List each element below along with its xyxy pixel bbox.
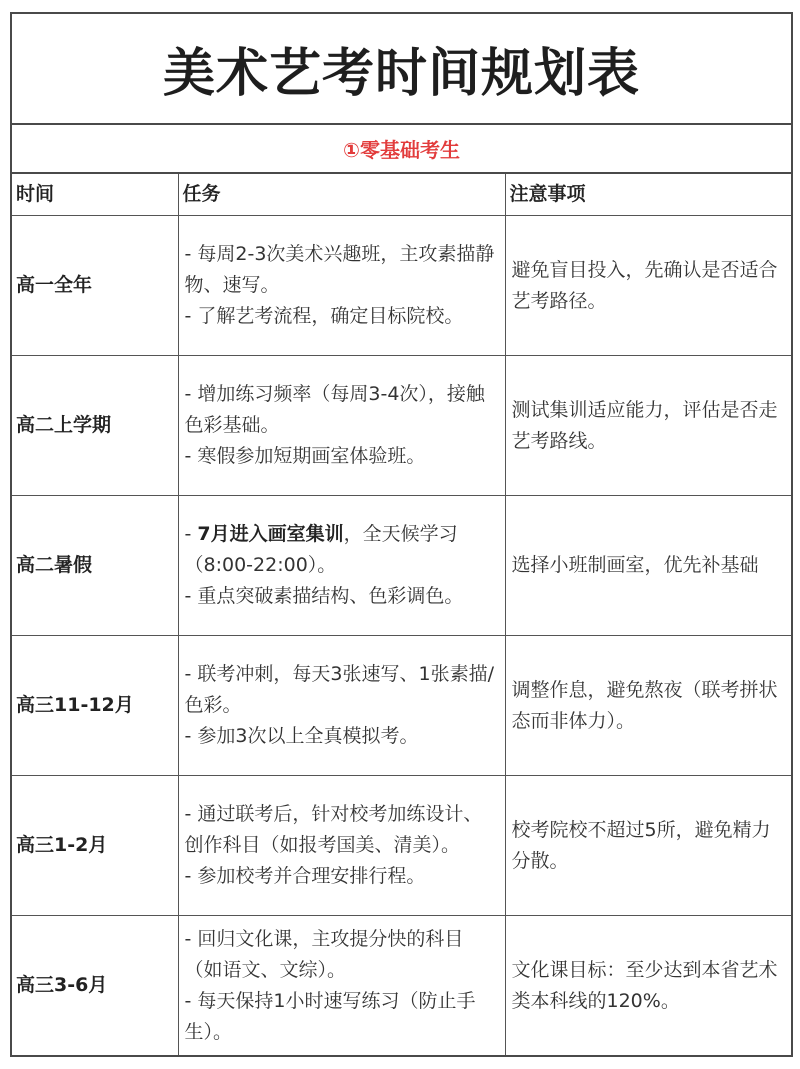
title-row [12,14,791,125]
period-cell: 高一全年 [12,216,178,356]
task-line: - 增加练习频率（每周3-4次），接触色彩基础。 [184,383,485,436]
period-cell: 高三1-2月 [12,776,178,916]
tasks-cell [178,776,505,916]
table-header-row [12,174,791,216]
schedule-table [12,174,791,1055]
task-line: - 联考冲刺，每天3张速写、1张素描/色彩。 [184,663,494,716]
tasks-cell [178,356,505,496]
period-cell: 高三3-6月 [12,916,178,1056]
header-notes: 注意事项 [505,174,791,216]
tasks-cell [178,216,505,356]
task-text: ，全天候学习（8:00-22:00）。 [184,523,458,576]
planning-table-document [10,12,793,1057]
task-line: - 每天保持1小时速写练习（防止手生）。 [184,989,476,1043]
task-line: - 回归文化课，主攻提分快的科目（如语文、文综）。 [184,927,464,981]
header-tasks: 任务 [178,174,505,216]
task-line: - 参加校考并合理安排行程。 [184,865,426,887]
notes-cell: 测试集训适应能力，评估是否走艺考路线。 [505,356,791,496]
table-row [12,356,791,496]
table-row [12,916,791,1056]
header-time: 时间 [12,174,178,216]
period-cell: 高二暑假 [12,496,178,636]
table-row [12,636,791,776]
notes-cell: 校考院校不超过5所，避免精力分散。 [505,776,791,916]
notes-cell: 调整作息，避免熬夜（联考拼状态而非体力）。 [505,636,791,776]
task-line: - 通过联考后，针对校考加练设计、创作科目（如报考国美、清美）。 [184,803,483,856]
task-line: - 参加3次以上全真模拟考。 [184,725,419,747]
task-line: - 了解艺考流程，确定目标院校。 [184,305,464,327]
table-row [12,496,791,636]
notes-cell: 文化课目标：至少达到本省艺术类本科线的120%。 [511,958,778,1012]
task-line [185,519,499,581]
task-line: - 寒假参加短期画室体验班。 [184,445,426,467]
notes-cell: 避免盲目投入，先确认是否适合艺考路径。 [505,216,791,356]
task-line: - 重点突破素描结构、色彩调色。 [184,585,464,607]
task-highlight: 7月进入画室集训 [197,523,344,545]
tasks-cell [178,636,505,776]
page-title: 美术艺考时间规划表 [162,44,640,104]
section-subtitle: ①零基础考生 [343,138,460,162]
subtitle-row [12,125,791,174]
notes-cell: 选择小班制画室，优先补基础 [505,496,791,636]
period-cell: 高二上学期 [12,356,178,496]
tasks-cell [178,916,505,1056]
period-cell: 高三11-12月 [12,636,178,776]
table-row [12,216,791,356]
task-prefix: - [184,523,198,545]
table-row [12,776,791,916]
task-line: - 每周2-3次美术兴趣班，主攻素描静物、速写。 [184,243,495,296]
tasks-cell [178,496,505,636]
